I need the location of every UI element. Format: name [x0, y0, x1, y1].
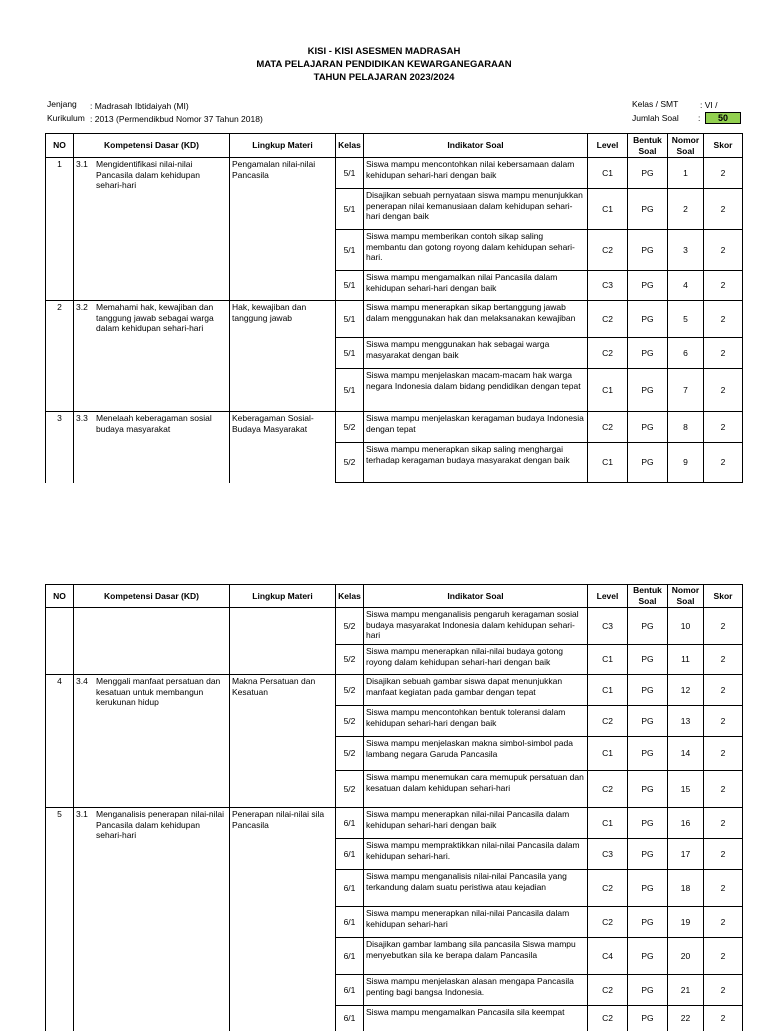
table-header-row — [46, 134, 743, 158]
nomor-soal-cell: 11 — [668, 645, 704, 675]
kelas-cell: 5/2 — [336, 737, 364, 771]
bentuk-soal-cell: PG — [628, 608, 668, 645]
skor-cell: 2 — [704, 338, 743, 369]
jumlah-soal-value: 50 — [705, 112, 741, 124]
bentuk-soal-cell: PG — [628, 369, 668, 412]
bentuk-soal-cell: PG — [628, 737, 668, 771]
kd-content — [76, 302, 227, 334]
nomor-soal-cell: 7 — [668, 369, 704, 412]
bentuk-soal-cell: PG — [628, 975, 668, 1006]
table-row — [46, 675, 743, 706]
col-bentuk: Bentuk Soal — [628, 134, 668, 158]
lingkup-materi-cell: Makna Persatuan dan Kesatuan — [230, 675, 336, 808]
kelas-cell: 5/1 — [336, 189, 364, 230]
level-cell: C3 — [588, 271, 628, 301]
indikator-cell: Siswa mampu mencontohkan bentuk toleransi dalam kehidupan sehari-hari dengan baik — [364, 706, 588, 737]
nomor-soal-cell: 10 — [668, 608, 704, 645]
bentuk-soal-cell: PG — [628, 1006, 668, 1031]
jumlah-label: Jumlah Soal — [632, 113, 679, 123]
col-skor: Skor — [704, 585, 743, 608]
level-cell: C1 — [588, 737, 628, 771]
indikator-cell: Siswa mampu mengamalkan nilai Pancasila dalam kehidupan sehari-hari dengan baik — [364, 271, 588, 301]
bentuk-soal-cell: PG — [628, 645, 668, 675]
skor-cell: 2 — [704, 839, 743, 870]
indikator-cell: Siswa mampu menganalisis nilai-nilai Pancasila yang terkandung dalam suatu peristiwa atau kejadian — [364, 870, 588, 907]
col-no: NO — [46, 585, 74, 608]
jumlah-colon: : — [698, 113, 701, 123]
col-lingkup: Lingkup Materi — [230, 134, 336, 158]
kelas-cell: 5/2 — [336, 412, 364, 443]
nomor-soal-cell: 17 — [668, 839, 704, 870]
doc-title-3: TAHUN PELAJARAN 2023/2024 — [313, 72, 455, 83]
nomor-soal-cell: 22 — [668, 1006, 704, 1031]
skor-cell: 2 — [704, 271, 743, 301]
bentuk-soal-cell: PG — [628, 839, 668, 870]
kompetensi-dasar-cell — [74, 158, 230, 301]
nomor-soal-cell: 16 — [668, 808, 704, 839]
jenjang-label: Jenjang — [47, 99, 77, 109]
kelas-cell: 6/1 — [336, 1006, 364, 1031]
kelas-cell: 6/1 — [336, 870, 364, 907]
kelas-cell: 5/2 — [336, 608, 364, 645]
kelas-cell: 6/1 — [336, 808, 364, 839]
nomor-soal-cell: 21 — [668, 975, 704, 1006]
kd-content — [76, 413, 227, 434]
level-cell: C1 — [588, 158, 628, 189]
indikator-cell: Disajikan gambar lambang sila pancasila Siswa mampu menyebutkan sila ke berapa dalam Pancasila — [364, 938, 588, 975]
kd-code: 3.4 — [76, 676, 88, 686]
doc-title-2: MATA PELAJARAN PENDIDIKAN KEWARGANEGARAAN — [256, 59, 512, 70]
nomor-soal-cell: 15 — [668, 771, 704, 808]
skor-cell: 2 — [704, 301, 743, 338]
kelas-cell: 5/1 — [336, 369, 364, 412]
bentuk-soal-cell: PG — [628, 271, 668, 301]
bentuk-soal-cell: PG — [628, 771, 668, 808]
skor-cell: 2 — [704, 907, 743, 938]
nomor-soal-cell: 13 — [668, 706, 704, 737]
table-row — [46, 412, 743, 443]
bentuk-soal-cell: PG — [628, 338, 668, 369]
kurikulum-value: : 2013 (Permendikbud Nomor 37 Tahun 2018) — [90, 114, 263, 124]
col-bentuk: Bentuk Soal — [628, 585, 668, 608]
skor-cell: 2 — [704, 675, 743, 706]
level-cell: C2 — [588, 301, 628, 338]
skor-cell: 2 — [704, 608, 743, 645]
kompetensi-dasar-cell — [74, 808, 230, 1031]
kd-number: 2 — [46, 301, 74, 412]
indikator-cell: Siswa mampu mempraktikkan nilai-nilai Pancasila dalam kehidupan sehari-hari. — [364, 839, 588, 870]
kelas-cell: 6/1 — [336, 975, 364, 1006]
kompetensi-dasar-cell — [74, 675, 230, 808]
level-cell: C2 — [588, 338, 628, 369]
col-nomor: Nomor Soal — [668, 134, 704, 158]
indikator-cell: Disajikan sebuah pernyataan siswa mampu menunjukkan penerapan nilai kemanusiaan dalam kehidupan sehari-hari dengan baik — [364, 189, 588, 230]
col-indikator: Indikator Soal — [364, 134, 588, 158]
lingkup-materi-cell: Pengamalan nilai-nilai Pancasila — [230, 158, 336, 301]
kd-content — [76, 676, 227, 708]
lingkup-materi-cell: Keberagaman Sosial-Budaya Masyarakat — [230, 412, 336, 483]
skor-cell: 2 — [704, 706, 743, 737]
col-level: Level — [588, 134, 628, 158]
skor-cell: 2 — [704, 158, 743, 189]
indikator-cell: Siswa mampu menjelaskan makna simbol-simbol pada lambang negara Garuda Pancasila — [364, 737, 588, 771]
nomor-soal-cell: 18 — [668, 870, 704, 907]
bentuk-soal-cell: PG — [628, 706, 668, 737]
level-cell: C1 — [588, 443, 628, 483]
indikator-cell: Siswa mampu menjelaskan keragaman budaya Indonesia dengan tepat — [364, 412, 588, 443]
kd-number: 1 — [46, 158, 74, 301]
nomor-soal-cell: 14 — [668, 737, 704, 771]
kd-text: Mengidentifikasi nilai-nilai Pancasila dalam kehidupan sehari-hari — [96, 159, 200, 190]
kelas-cell: 5/1 — [336, 301, 364, 338]
level-cell: C1 — [588, 369, 628, 412]
skor-cell: 2 — [704, 771, 743, 808]
bentuk-soal-cell: PG — [628, 189, 668, 230]
skor-cell: 2 — [704, 412, 743, 443]
kelas-cell: 5/1 — [336, 338, 364, 369]
level-cell: C2 — [588, 771, 628, 808]
bentuk-soal-cell: PG — [628, 301, 668, 338]
nomor-soal-cell: 19 — [668, 907, 704, 938]
kd-number: 3 — [46, 412, 74, 483]
skor-cell: 2 — [704, 189, 743, 230]
kd-code: 3.1 — [76, 809, 88, 819]
indikator-cell: Siswa mampu memberikan contoh sikap saling membantu dan gotong royong dalam kehidupan sehari-hari. — [364, 230, 588, 271]
indikator-cell: Siswa mampu menerapkan nilai-nilai budaya gotong royong dalam kehidupan sehari-hari dengan baik — [364, 645, 588, 675]
kelas-cell: 6/1 — [336, 938, 364, 975]
table-row — [46, 608, 743, 645]
kelas-cell: 5/2 — [336, 675, 364, 706]
lingkup-materi-cell — [230, 608, 336, 675]
lingkup-materi-cell: Hak, kewajiban dan tanggung jawab — [230, 301, 336, 412]
nomor-soal-cell: 12 — [668, 675, 704, 706]
level-cell: C1 — [588, 189, 628, 230]
kd-code: 3.2 — [76, 302, 88, 312]
level-cell: C1 — [588, 675, 628, 706]
table-row — [46, 808, 743, 839]
skor-cell: 2 — [704, 975, 743, 1006]
bentuk-soal-cell: PG — [628, 938, 668, 975]
skor-cell: 2 — [704, 870, 743, 907]
lingkup-materi-cell: Penerapan nilai-nilai sila Pancasila — [230, 808, 336, 1031]
indikator-cell: Siswa mampu menggunakan hak sebagai warga masyarakat dengan baik — [364, 338, 588, 369]
level-cell: C2 — [588, 975, 628, 1006]
skor-cell: 2 — [704, 443, 743, 483]
nomor-soal-cell: 9 — [668, 443, 704, 483]
col-kd: Kompetensi Dasar (KD) — [74, 585, 230, 608]
kisi-table-page-1 — [45, 133, 743, 483]
col-lingkup: Lingkup Materi — [230, 585, 336, 608]
level-cell: C4 — [588, 938, 628, 975]
skor-cell: 2 — [704, 938, 743, 975]
kelas-label: Kelas / SMT — [632, 99, 679, 109]
level-cell: C2 — [588, 230, 628, 271]
kd-code: 3.1 — [76, 159, 88, 169]
bentuk-soal-cell: PG — [628, 230, 668, 271]
kelas-cell: 5/1 — [336, 158, 364, 189]
kompetensi-dasar-cell — [74, 412, 230, 483]
bentuk-soal-cell: PG — [628, 443, 668, 483]
kd-number — [46, 608, 74, 675]
skor-cell: 2 — [704, 808, 743, 839]
indikator-cell: Siswa mampu menerapkan nilai-nilai Pancasila dalam kehidupan sehari-hari — [364, 907, 588, 938]
kd-text: Memahami hak, kewajiban dan tanggung jawab sebagai warga dalam kehidupan sehari-hari — [96, 302, 214, 333]
indikator-cell: Siswa mampu menganalisis pengaruh keragaman sosial budaya masyarakat Indonesia dalam kehidupan sehari-hari — [364, 608, 588, 645]
nomor-soal-cell: 2 — [668, 189, 704, 230]
kelas-cell: 5/1 — [336, 230, 364, 271]
kelas-cell: 6/1 — [336, 907, 364, 938]
kelas-cell: 6/1 — [336, 839, 364, 870]
kelas-value: : VI / — [700, 100, 718, 110]
table-header-row — [46, 585, 743, 608]
kelas-cell: 5/2 — [336, 443, 364, 483]
bentuk-soal-cell: PG — [628, 412, 668, 443]
skor-cell: 2 — [704, 737, 743, 771]
table-row — [46, 158, 743, 189]
kompetensi-dasar-cell — [74, 608, 230, 675]
indikator-cell: Siswa mampu mencontohkan nilai kebersamaan dalam kehidupan sehari-hari dengan baik — [364, 158, 588, 189]
kd-code: 3.3 — [76, 413, 88, 423]
level-cell: C2 — [588, 870, 628, 907]
col-kd: Kompetensi Dasar (KD) — [74, 134, 230, 158]
kd-text: Menganalisis penerapan nilai-nilai Pancasila dalam kehidupan sehari-hari — [96, 809, 225, 840]
indikator-cell: Siswa mampu menerapkan sikap bertanggung jawab dalam menggunakan hak dan melaksanakan kewajiban — [364, 301, 588, 338]
level-cell: C2 — [588, 412, 628, 443]
nomor-soal-cell: 5 — [668, 301, 704, 338]
col-nomor: Nomor Soal — [668, 585, 704, 608]
kurikulum-label: Kurikulum — [47, 113, 85, 123]
indikator-cell: Siswa mampu menjelaskan alasan mengapa Pancasila penting bagi bangsa Indonesia. — [364, 975, 588, 1006]
col-kelas: Kelas — [336, 585, 364, 608]
indikator-cell: Siswa mampu menerapkan sikap saling menghargai terhadap keragaman budaya masyarakat dengan baik — [364, 443, 588, 483]
bentuk-soal-cell: PG — [628, 675, 668, 706]
kelas-cell: 5/2 — [336, 645, 364, 675]
doc-title-1: KISI - KISI ASESMEN MADRASAH — [307, 46, 461, 57]
bentuk-soal-cell: PG — [628, 158, 668, 189]
kompetensi-dasar-cell — [74, 301, 230, 412]
level-cell: C2 — [588, 1006, 628, 1031]
indikator-cell: Siswa mampu menjelaskan macam-macam hak warga negara Indonesia dalam bidang pendidikan dengan tepat — [364, 369, 588, 412]
level-cell: C2 — [588, 706, 628, 737]
indikator-cell: Siswa mampu menemukan cara memupuk persatuan dan kesatuan dalam kehidupan sehari-hari — [364, 771, 588, 808]
kisi-table-page-2 — [45, 584, 743, 1031]
kd-number: 4 — [46, 675, 74, 808]
indikator-cell: Siswa mampu mengamalkan Pancasila sila keempat — [364, 1006, 588, 1031]
col-level: Level — [588, 585, 628, 608]
skor-cell: 2 — [704, 645, 743, 675]
skor-cell: 2 — [704, 1006, 743, 1031]
indikator-cell: Disajikan sebuah gambar siswa dapat menunjukkan manfaat kegiatan pada gambar dengan tepat — [364, 675, 588, 706]
nomor-soal-cell: 8 — [668, 412, 704, 443]
skor-cell: 2 — [704, 230, 743, 271]
kd-text: Menggali manfaat persatuan dan kesatuan untuk membangun kerukunan hidup — [96, 676, 221, 707]
level-cell: C2 — [588, 907, 628, 938]
level-cell: C3 — [588, 839, 628, 870]
level-cell: C1 — [588, 808, 628, 839]
kelas-cell: 5/2 — [336, 771, 364, 808]
nomor-soal-cell: 6 — [668, 338, 704, 369]
nomor-soal-cell: 3 — [668, 230, 704, 271]
kd-number: 5 — [46, 808, 74, 1031]
kd-content — [76, 159, 227, 191]
col-indikator: Indikator Soal — [364, 585, 588, 608]
bentuk-soal-cell: PG — [628, 907, 668, 938]
nomor-soal-cell: 20 — [668, 938, 704, 975]
table-row — [46, 301, 743, 338]
col-skor: Skor — [704, 134, 743, 158]
col-kelas: Kelas — [336, 134, 364, 158]
skor-cell: 2 — [704, 369, 743, 412]
level-cell: C3 — [588, 608, 628, 645]
indikator-cell: Siswa mampu menerapkan nilai-nilai Pancasila dalam kehidupan sehari-hari dengan baik — [364, 808, 588, 839]
kd-content — [76, 809, 227, 841]
bentuk-soal-cell: PG — [628, 808, 668, 839]
nomor-soal-cell: 1 — [668, 158, 704, 189]
kd-text: Menelaah keberagaman sosial budaya masyarakat — [96, 413, 212, 434]
level-cell: C1 — [588, 645, 628, 675]
col-no: NO — [46, 134, 74, 158]
jenjang-value: : Madrasah Ibtidaiyah (MI) — [90, 101, 189, 111]
nomor-soal-cell: 4 — [668, 271, 704, 301]
bentuk-soal-cell: PG — [628, 870, 668, 907]
kelas-cell: 5/2 — [336, 706, 364, 737]
kelas-cell: 5/1 — [336, 271, 364, 301]
